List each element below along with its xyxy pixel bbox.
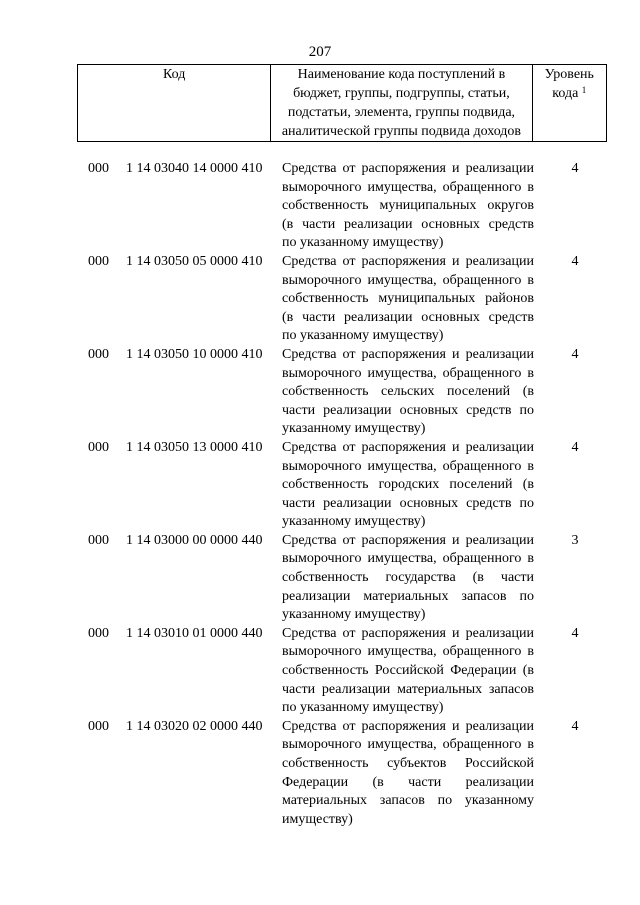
revenue-name-line: реализации материальных запасов по: [282, 588, 534, 604]
revenue-name-line: выморочного имущества, обращенного в: [282, 551, 534, 567]
revenue-name: [282, 439, 534, 532]
header-name-line: бюджет, группы, подгруппы, статьи,: [293, 86, 510, 101]
table-row: [0, 625, 640, 718]
revenue-name-line: материальных запасов по указанному: [282, 793, 534, 809]
revenue-name-line: собственность городских поселений (в: [282, 477, 534, 493]
header-code-label: Код: [162, 67, 186, 82]
revenue-name-line: по указанному имуществу): [282, 328, 444, 344]
revenue-code: 1 14 03040 14 0000 410: [126, 161, 263, 176]
revenue-name-line: Средства от распоряжения и реализации: [282, 439, 534, 455]
header-name-line: Наименование кода поступлений в: [297, 67, 506, 82]
revenue-name-line: выморочного имущества, обращенного в: [282, 644, 534, 660]
admin-code: 000: [88, 532, 109, 548]
revenue-name: [282, 160, 534, 253]
code-level: 4: [571, 161, 579, 176]
revenue-code: 1 14 03050 13 0000 410: [126, 439, 263, 455]
revenue-code: 1 14 03000 00 0000 440: [126, 532, 263, 548]
revenue-name-line: выморочного имущества, обращенного в: [282, 179, 534, 195]
code-level: 4: [571, 718, 579, 734]
code-level: 4: [571, 625, 579, 641]
revenue-name-line: выморочного имущества, обращенного в: [282, 272, 534, 288]
code-level: 4: [571, 346, 579, 362]
revenue-name-line: выморочного имущества, обращенного в: [282, 458, 534, 474]
revenue-name-line: части реализации основных средств по: [282, 402, 534, 418]
revenue-name-line: Средства от распоряжения и реализации: [282, 532, 534, 548]
header-level-label-2: кода: [552, 86, 579, 101]
revenue-name-line: по указанному имуществу): [282, 235, 444, 251]
revenue-name-line: выморочного имущества, обращенного в: [282, 737, 534, 753]
revenue-name: [282, 625, 534, 718]
revenue-name-line: собственность муниципальных районов: [282, 291, 534, 307]
revenue-name-line: Средства от распоряжения и реализации: [282, 346, 534, 362]
revenue-name-line: (в части реализации основных средств: [282, 216, 534, 232]
table-row: [0, 439, 640, 532]
revenue-name: [282, 253, 534, 346]
revenue-code: 1 14 03050 05 0000 410: [126, 253, 263, 269]
header-name-line: подстатьи, элемента, группы подвида,: [287, 105, 516, 120]
revenue-name-line: Средства от распоряжения и реализации: [282, 161, 534, 176]
revenue-name-line: собственность муниципальных округов: [282, 198, 534, 214]
header-level-label: Уровень: [544, 67, 594, 82]
rows-list: [0, 160, 640, 829]
revenue-code: 1 14 03050 10 0000 410: [126, 346, 263, 362]
admin-code: 000: [88, 625, 109, 641]
revenue-name: [282, 532, 534, 625]
revenue-name-line: имуществу): [282, 811, 353, 827]
revenue-code: 1 14 03020 02 0000 440: [126, 718, 263, 734]
revenue-name-line: (в части реализации основных средств: [282, 309, 534, 325]
admin-code: 000: [88, 718, 109, 734]
footnote-marker: 1: [581, 85, 587, 95]
revenue-name-line: собственность Российской Федерации (в: [282, 663, 534, 679]
revenue-name-line: указанному имуществу): [282, 514, 426, 530]
revenue-name-line: собственность сельских поселений (в: [282, 384, 534, 400]
revenue-name-line: выморочного имущества, обращенного в: [282, 365, 534, 381]
code-level: 4: [571, 253, 579, 269]
revenue-name: [282, 346, 534, 439]
revenue-name-line: собственность субъектов Российской: [282, 756, 534, 771]
revenue-name-line: по указанному имуществу): [282, 700, 444, 716]
revenue-name-line: части реализации материальных запасов: [282, 681, 534, 697]
revenue-name-line: Средства от распоряжения и реализации: [282, 718, 534, 734]
admin-code: 000: [88, 161, 109, 176]
admin-code: 000: [88, 253, 109, 269]
revenue-name: [282, 718, 534, 830]
revenue-code: 1 14 03010 01 0000 440: [126, 625, 263, 641]
code-level: 4: [571, 439, 579, 455]
revenue-name-line: Средства от распоряжения и реализации: [282, 625, 534, 641]
table-row: [0, 718, 640, 830]
header-name: [271, 65, 532, 142]
revenue-name-line: Средства от распоряжения и реализации: [282, 253, 534, 269]
table-row: [0, 160, 640, 253]
admin-code: 000: [88, 439, 109, 455]
revenue-name-line: части реализации основных средств по: [282, 495, 534, 511]
table-row: [0, 532, 640, 625]
page-number: 207: [308, 44, 332, 60]
header-level: [532, 65, 606, 142]
revenue-name-line: указанному имуществу): [282, 421, 426, 437]
header-table: [77, 64, 607, 142]
revenue-name-line: Федерации (в части реализации: [282, 774, 534, 790]
table-row: [0, 346, 640, 439]
admin-code: 000: [88, 346, 109, 362]
revenue-name-line: собственность государства (в части: [282, 570, 534, 586]
header-name-line: аналитической группы подвида доходов: [281, 124, 522, 139]
table-row: [0, 253, 640, 346]
revenue-name-line: указанному имуществу): [282, 607, 426, 623]
header-code: [78, 65, 271, 142]
code-level: 3: [571, 532, 579, 548]
